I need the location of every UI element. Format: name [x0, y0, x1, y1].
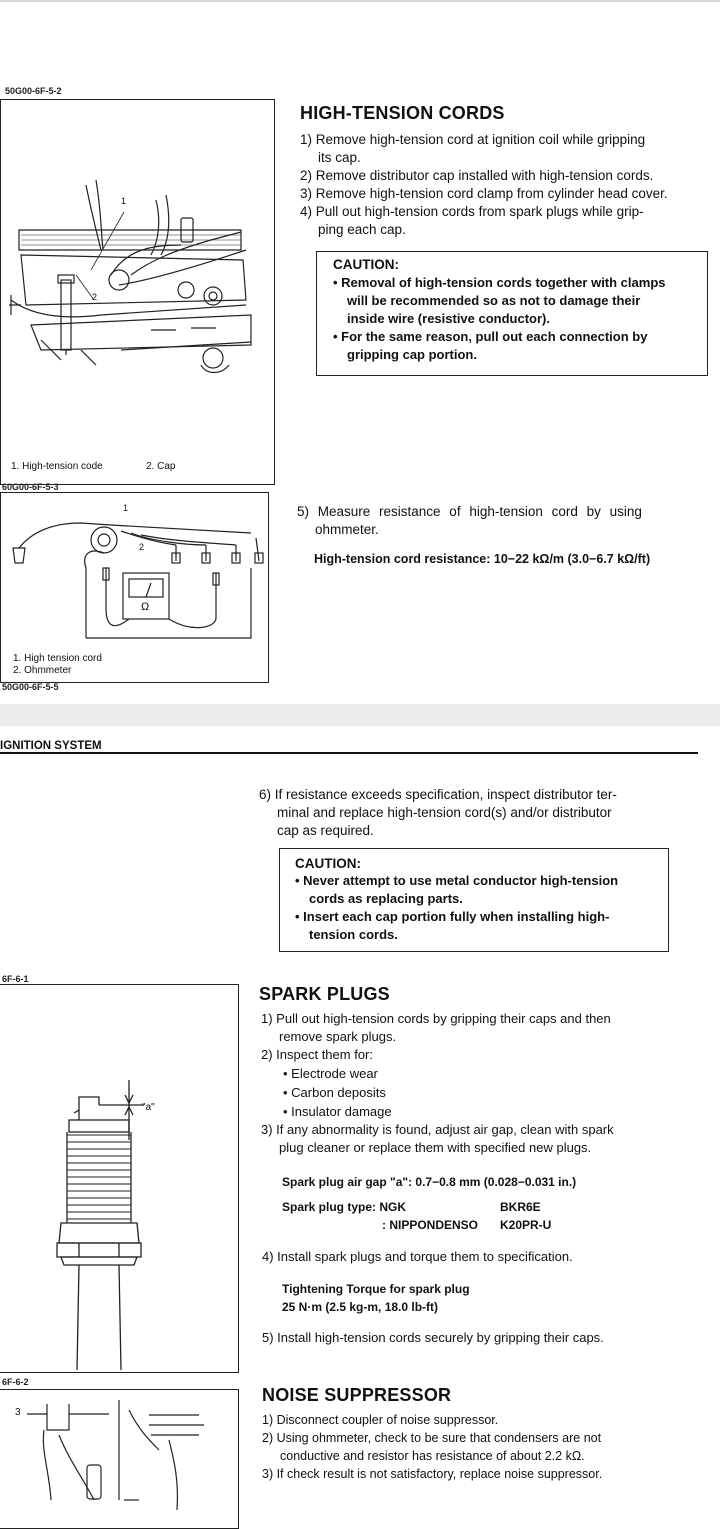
procedure-steps [300, 131, 718, 239]
figure-caption: 2. Cap [146, 461, 176, 472]
figure-code: 60G00-6F-5-3 [2, 482, 59, 492]
resistance-spec: High-tension cord resistance: 10−22 kΩ/m (3.0−6.7 kΩ/ft) [314, 552, 651, 566]
section-title: SPARK PLUGS [259, 984, 390, 1004]
caution-box [316, 251, 708, 376]
callout-1: 1 [121, 196, 127, 206]
figure-caption: 2. Ohmmeter [13, 665, 72, 676]
callout-2: 2 [139, 542, 145, 552]
spark-plug-illustration [0, 985, 238, 1372]
page-header: IGNITION SYSTEM [0, 740, 102, 752]
caution-item: • Insert each cap portion fully when installing high- tension cords. [295, 909, 610, 942]
plug-type-nd: K20PR-U [500, 1218, 552, 1232]
step-1: 1) Remove high-tension cord at ignition coil while gripping its cap. [300, 132, 646, 165]
figure-code: 50G00-6F-5-2 [5, 86, 62, 96]
gap-label: "a" [142, 1102, 155, 1113]
header-rule [0, 752, 698, 754]
callout-2: 2 [92, 292, 98, 302]
spark-step-4: 4) Install spark plugs and torque them to specification. [262, 1249, 573, 1264]
figure-caption: 1. High-tension code [11, 461, 103, 472]
step-6: 6) If resistance exceeds specification, inspect distributor ter- minal and replace high-tension cord(s) and/or distributor cap as required. [259, 787, 617, 838]
engine-figure [0, 99, 275, 485]
figure-code: 6F-6-2 [2, 1377, 29, 1387]
gap-spec: Spark plug air gap "a": 0.7−0.8 mm (0.028−0.031 in.) [282, 1175, 577, 1189]
spark-plug-figure [0, 984, 239, 1373]
figure-code: 6F-6-1 [2, 974, 29, 984]
caution-title: CAUTION: [295, 856, 361, 871]
caution-item: • Never attempt to use metal conductor high-tension cords as replacing parts. [295, 873, 619, 906]
spark-step-5: 5) Install high-tension cords securely by gripping their caps. [262, 1330, 604, 1345]
step-2: 2) Remove distributor cap installed with high-tension cords. [300, 168, 654, 183]
callout-3: 3 [15, 1407, 21, 1418]
torque-spec-label: Tightening Torque for spark plug [282, 1282, 470, 1296]
caution-item: • Removal of high-tension cords together with clamps will be recommended so as not to damage their inside wire (resistive conductor). [333, 275, 666, 326]
section-title: NOISE SUPPRESSOR [262, 1385, 452, 1405]
figure-caption: 1. High tension cord [13, 653, 102, 664]
top-border [0, 0, 720, 2]
section-title: HIGH-TENSION CORDS [300, 103, 505, 123]
page-divider [0, 704, 720, 726]
step-3: 3) Remove high-tension cord clamp from cylinder head cover. [300, 186, 668, 201]
step-5: 5) Measure resistance of high-tension cord by using ohmmeter. [297, 504, 642, 537]
engine-illustration [1, 100, 274, 484]
figure-code: 50G00-6F-5-5 [2, 682, 59, 692]
spark-steps: 1) Pull out high-tension cords by gripping their caps and then remove spark plugs. 2) Inspect them for: • Electrode wear • Carbon deposits • Insulator damage 3) If any abnormality is found, adjust air gap, clean with spark plug cleaner or replace them with specified new plugs. [261, 1011, 614, 1155]
plug-type-label: Spark plug type: NGK [282, 1200, 407, 1214]
plug-type-nd-label: : NIPPONDENSO [382, 1218, 479, 1232]
ohm-symbol: Ω [141, 601, 150, 613]
ohmmeter-figure [0, 492, 269, 683]
plug-type-ngk: BKR6E [500, 1200, 541, 1214]
caution-title: CAUTION: [333, 257, 399, 272]
caution-item: • For the same reason, pull out each connection by gripping cap portion. [333, 329, 648, 362]
noise-suppressor-figure [0, 1389, 239, 1529]
noise-suppressor-illustration [0, 1390, 238, 1528]
torque-spec-value: 25 N·m (2.5 kg-m, 18.0 lb-ft) [282, 1300, 439, 1314]
step-4: 4) Pull out high-tension cords from spark plugs while grip- ping each cap. [300, 204, 644, 237]
noise-steps: 1) Disconnect coupler of noise suppressor. 2) Using ohmmeter, check to be sure that condensers are not conductive and resistor has resistance of about 2.2 kΩ. 3) If check result is not satisfactory, replace noise suppressor. [262, 1413, 603, 1481]
caution-box [279, 848, 669, 952]
callout-1: 1 [123, 503, 129, 513]
